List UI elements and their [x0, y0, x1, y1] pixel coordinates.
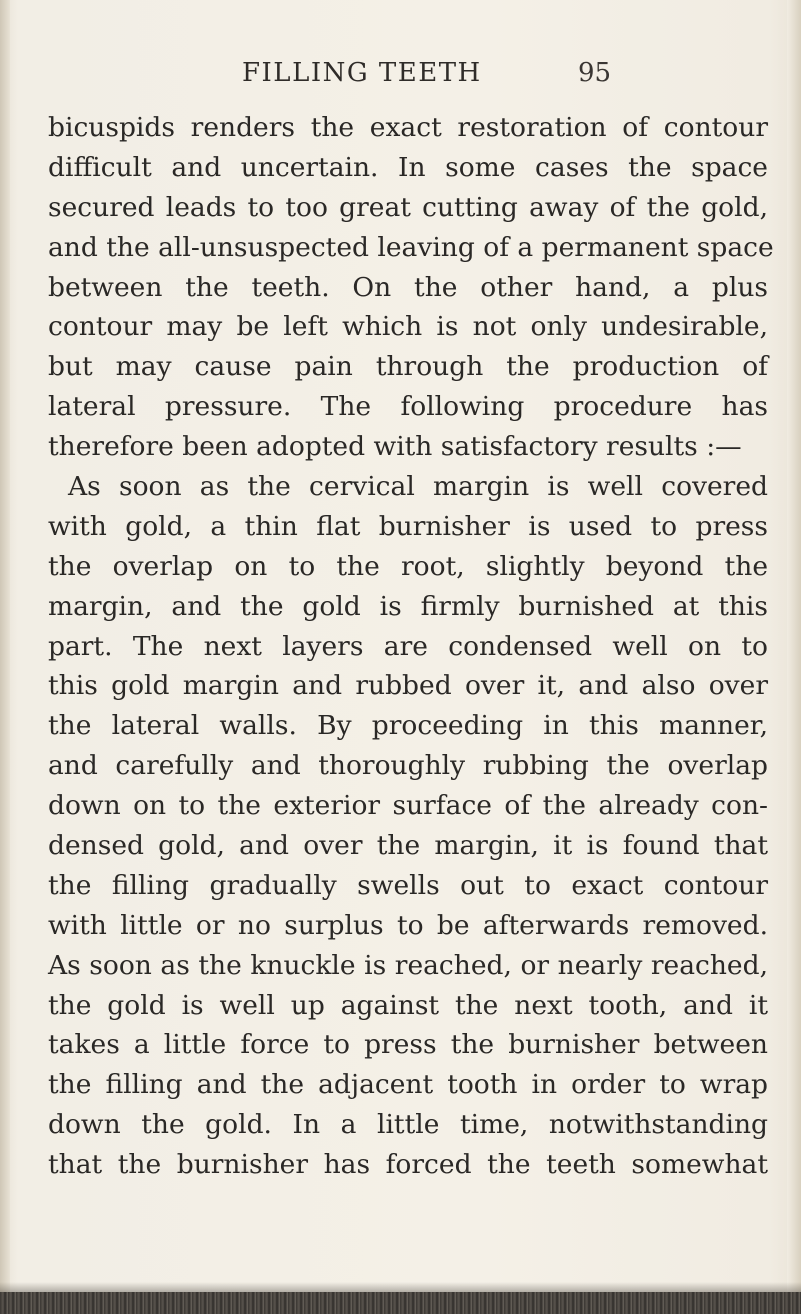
page-fore-edge [787, 0, 801, 1314]
paragraph-start-line: As soon as the cervical margin is well covered [68, 471, 768, 503]
text-line: down on to the exterior surface of the already con- [48, 790, 768, 822]
text-line: with gold, a thin flat burnisher is used to press [48, 510, 768, 542]
text-line: takes a little force to press the burnisher between [48, 1029, 768, 1061]
body-text [48, 108, 774, 1185]
text-line: therefore been adopted with satisfactory results :— [48, 431, 742, 463]
page-header [0, 58, 801, 98]
text-line: and carefully and thoroughly rubbing the overlap [48, 750, 768, 782]
text-line: between the teeth. On the other hand, a plus [48, 271, 768, 303]
text-line: down the gold. In a little time, notwithstanding [48, 1109, 768, 1141]
text-line: that the burnisher has forced the teeth somewhat [48, 1149, 768, 1181]
text-line: contour may be left which is not only undesirable, [48, 311, 768, 343]
text-line: the filling and the adjacent tooth in order to wrap [48, 1069, 768, 1101]
text-line: and the all-unsuspected leaving of a permanent space [48, 231, 774, 263]
text-line: lateral pressure. The following procedure has [48, 391, 768, 423]
text-line: difficult and uncertain. In some cases the space [48, 151, 768, 183]
text-line: part. The next layers are condensed well on to [48, 630, 768, 662]
page-bottom-shadow [0, 1282, 801, 1292]
text-line: margin, and the gold is firmly burnished at this [48, 590, 768, 622]
text-line: As soon as the knuckle is reached, or nearly reached, [48, 949, 768, 981]
text-line: but may cause pain through the production of [48, 351, 768, 383]
text-line: secured leads to too great cutting away of the gold, [48, 191, 768, 223]
text-line: densed gold, and over the margin, it is found that [48, 830, 768, 862]
text-line: this gold margin and rubbed over it, and also over [48, 670, 768, 702]
text-line: the filling gradually swells out to exact contour [48, 869, 768, 901]
text-line: bicuspids renders the exact restoration of contour [48, 112, 768, 143]
text-line: the gold is well up against the next tooth, and it [48, 989, 768, 1021]
page-stack-edge [0, 1292, 801, 1314]
text-line: the lateral walls. By proceeding in this manner, [48, 710, 768, 742]
text-line: the overlap on to the root, slightly beyond the [48, 550, 768, 582]
text-line: with little or no surplus to be afterwards removed. [48, 909, 768, 941]
running-head: FILLING TEETH [242, 58, 482, 88]
page-number: 95 [578, 58, 612, 88]
page-gutter [0, 0, 10, 1314]
